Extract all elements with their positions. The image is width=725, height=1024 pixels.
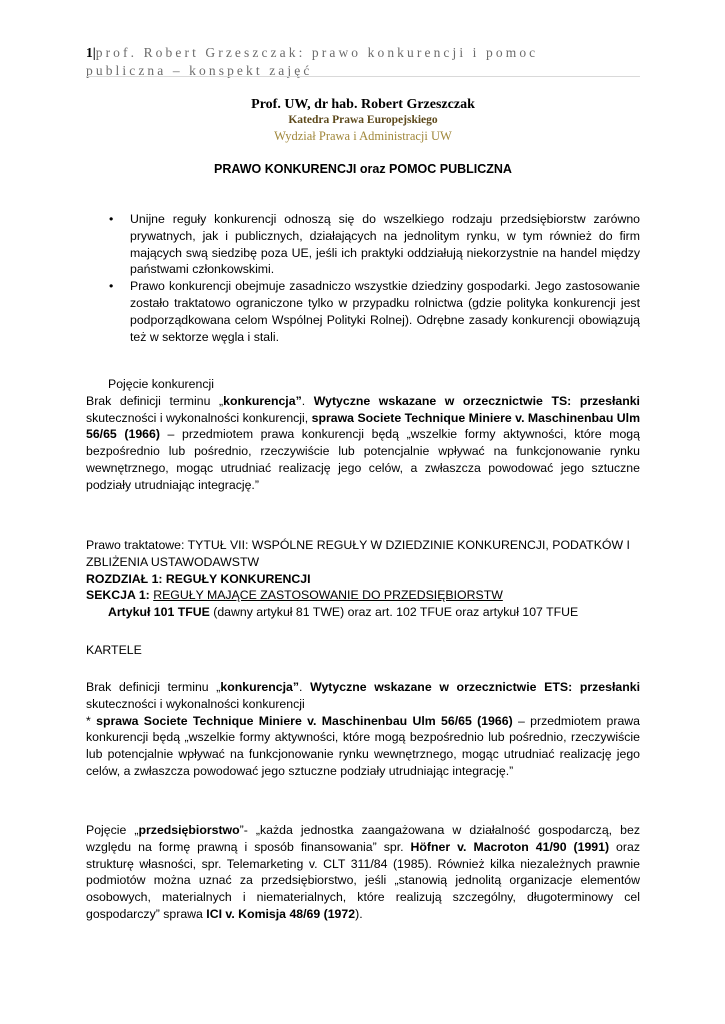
list-item: • Prawo konkurencji obejmuje zasadniczo wszystkie dziedziny gospodarki. Jego zastosowanie zostało traktatowo ograniczone tylko w przypadku rolnictwa (gdzie polityka konkurencji jest podporządkowana celom Wspólnej Polityki Rolnej). Odrębne zasady konkurencji obowiązują też w sektorze węgla i stali.: [109, 279, 640, 344]
author-block: [86, 96, 640, 144]
chapter-heading: ROZDZIAŁ 1: REGUŁY KONKURENCJI: [86, 571, 311, 586]
list-item: • Unijne reguły konkurencji odnoszą się do wszelkiego rodzaju przedsiębiorstw zarówno prywatnych, jak i publicznych, działających na jednolitym rynku, w tym również do firm mających swą siedzibę poza UE, jeśli ich praktyki oddziałują niekorzystnie na handel między państwami członkowskimi.: [109, 212, 640, 277]
page-number: 1: [86, 45, 93, 60]
enterprise-paragraph: Pojęcie „przedsiębiorstwo”- „każda jednostka zaangażowana w działalność gospodarczą, bez względu na formę prawną i sposób finansowania” spr. Höfner v. Macroton 41/90 (1991) oraz strukturę własności, spr. Telemarketing v. CLT 311/84 (1985). Również kilka niezależnych prawnie podmiotów można uznać za przedsiębiorstwo, jeśli „stanowią jednolitą organizacje elementów osobowych, materialnych i niematerialnych, które realizują szczególny, długoterminowy cel gospodarczy” sprawa ICI v. Komisja 48/69 (1972).: [86, 823, 640, 921]
author-name: Prof. UW, dr hab. Robert Grzeszczak: [251, 97, 475, 112]
treaty-section: [86, 537, 640, 621]
header-divider: [86, 76, 640, 77]
treaty-title: Prawo traktatowe: TYTUŁ VII: WSPÓLNE REGUŁY W DZIEDZINIE KONKURENCJI, PODATKÓW I ZBLIŻENIA USTAWODAWSTW: [86, 538, 630, 569]
bullet-list: [106, 211, 640, 345]
running-title-line1: prof. Robert Grzeszczak: prawo konkurencji i pomoc: [95, 45, 539, 60]
running-header: [86, 44, 646, 80]
running-title-line2: publiczna – konspekt zajęć: [86, 63, 313, 78]
cartels-paragraph: Brak definicji terminu „konkurencja”. Wytyczne wskazane w orzecznictwie ETS: przesłanki skuteczności i wykonalności konkurencji: [86, 680, 640, 711]
department-name: Katedra Prawa Europejskiego: [288, 114, 438, 126]
concept-section: [86, 376, 640, 494]
cartels-heading: KARTELE: [86, 643, 142, 657]
concept-paragraph: Brak definicji terminu „konkurencja”. Wytyczne wskazane w orzecznictwie TS: przesłanki skuteczności i wykonalności konkurencji, sprawa Societe Technique Miniere v. Maschinenbau Ulm 56/65 (1966) – przedmiotem prawa konkurencji będą „wszelkie formy aktywności, które mogą bezpośrednio lub pośrednio, rzeczywiście lub potencjalnie wpływać na funkcjonowanie rynku wewnętrznego, mogąc utrudniać realizację jego celów, a zwłaszcza powodować jego sztuczne podziały utrudniając integrację.”: [86, 393, 641, 492]
bullet-icon: •: [109, 212, 114, 226]
enterprise-section: [86, 822, 640, 923]
case-paragraph: * sprawa Societe Technique Miniere v. Maschinenbau Ulm 56/65 (1966) – przedmiotem prawa konkurencji będą „wszelkie formy aktywności, które mogą bezpośrednio lub pośrednio, rzeczywiście lub potencjalnie wpływać na funkcjonowanie rynku wewnętrznego, mogąc utrudniać realizację jego celów, a zwłaszcza powodować jego sztuczne podziały utrudniając integrację.”: [86, 713, 641, 778]
header-separator: |: [92, 45, 96, 60]
section-heading: SEKCJA 1: REGUŁY MAJĄCE ZASTOSOWANIE DO PRZEDSIĘBIORSTW: [86, 588, 503, 603]
concept-heading: Pojęcie konkurencji: [108, 377, 214, 391]
article-line: Artykuł 101 TFUE (dawny artykuł 81 TWE) oraz art. 102 TFUE oraz artykuł 107 TFUE: [108, 605, 579, 620]
bullet-icon: •: [109, 279, 114, 294]
cartels-section: [86, 679, 640, 780]
document-title: PRAWO KONKURENCJI oraz POMOC PUBLICZNA: [214, 162, 512, 176]
faculty-name: Wydział Prawa i Administracji UW: [274, 129, 452, 143]
